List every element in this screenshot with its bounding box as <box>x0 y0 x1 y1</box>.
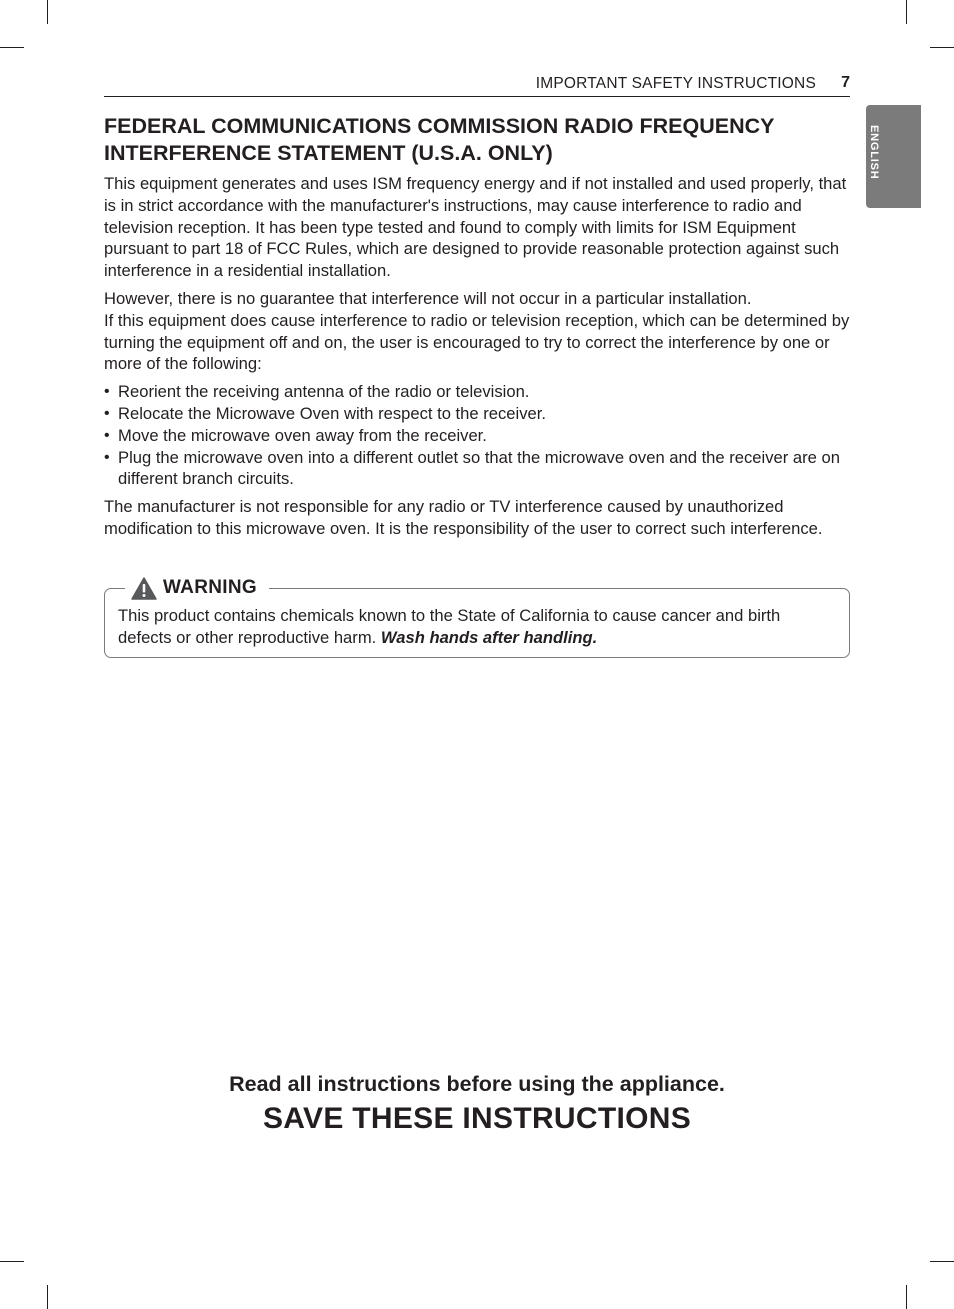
fcc-paragraph-3: The manufacturer is not responsible for any radio or TV interference caused by unauthorized modification to this microwave oven. It is the responsibility of the user to correct such interference. <box>104 497 823 538</box>
fcc-title <box>104 113 854 167</box>
read-instructions-note: Read all instructions before using the appliance. <box>229 1072 725 1096</box>
remedy-list <box>104 381 854 490</box>
crop-mark <box>930 1261 954 1262</box>
language-tab <box>866 105 921 208</box>
warning-triangle-icon <box>131 577 157 600</box>
warning-label: WARNING <box>163 577 257 598</box>
fcc-paragraph-2-line1: However, there is no guarantee that interference will not occur in a particular installation. <box>104 288 752 308</box>
fcc-paragraph-1: This equipment generates and uses ISM frequency energy and if not installed and used properly, that is in strict accordance with the manufacturer's instructions, may cause interference to radio and television reception. It has been type tested and found to comply with limits for ISM Equipment pursuant to part 18 of FCC Rules, which are designed to provide reasonable protection against such interference in a residential installation. <box>104 174 847 281</box>
list-item: • Relocate the Microwave Oven with respect to the receiver. <box>104 403 546 423</box>
crop-mark <box>930 47 954 48</box>
crop-mark <box>47 1285 48 1309</box>
save-instructions-heading: SAVE THESE INSTRUCTIONS <box>262 1102 692 1135</box>
language-tab-label: ENGLISH <box>868 125 880 180</box>
fcc-title-line1: FEDERAL COMMUNICATIONS COMMISSION RADIO FREQUENCY <box>104 114 775 138</box>
page-header <box>104 70 850 97</box>
crop-mark <box>47 0 48 24</box>
fcc-title-line2: INTERFERENCE STATEMENT (U.S.A. ONLY) <box>104 141 553 165</box>
crop-mark <box>0 1261 24 1262</box>
warning-text <box>118 605 838 649</box>
section-title: IMPORTANT SAFETY INSTRUCTIONS <box>535 75 816 92</box>
warning-body: This product contains chemicals known to the State of California to cause cancer and birth defects or other reproductive harm. <box>118 606 781 647</box>
fcc-paragraph-2-rest: If this equipment does cause interference to radio or television reception, which can be determined by turning the equipment off and on, the user is encouraged to try to correct the interference by one or more of the following: <box>104 310 850 374</box>
list-item-text: Relocate the Microwave Oven with respect to the receiver. <box>118 403 546 423</box>
warning-emphasis: Wash hands after handling. <box>380 627 598 647</box>
crop-mark <box>906 0 907 24</box>
list-item: • Reorient the receiving antenna of the radio or television. <box>104 382 530 402</box>
fcc-paragraph-2 <box>104 288 854 375</box>
list-item-text: Reorient the receiving antenna of the radio or television. <box>118 382 530 402</box>
crop-mark <box>906 1285 907 1309</box>
list-item-text: Move the microwave oven away from the receiver. <box>118 425 487 445</box>
page-number: 7 <box>841 74 850 91</box>
crop-mark <box>0 47 24 48</box>
warning-box <box>104 577 850 658</box>
fcc-section <box>104 113 854 540</box>
list-item: • Plug the microwave oven into a different outlet so that the microwave oven and the receiver are on different branch circuits. <box>104 447 840 489</box>
warning-header <box>125 575 269 601</box>
list-item-text: Plug the microwave oven into a different outlet so that the microwave oven and the receiver are on different branch circuits. <box>118 447 840 489</box>
list-item: • Move the microwave oven away from the receiver. <box>104 425 487 445</box>
